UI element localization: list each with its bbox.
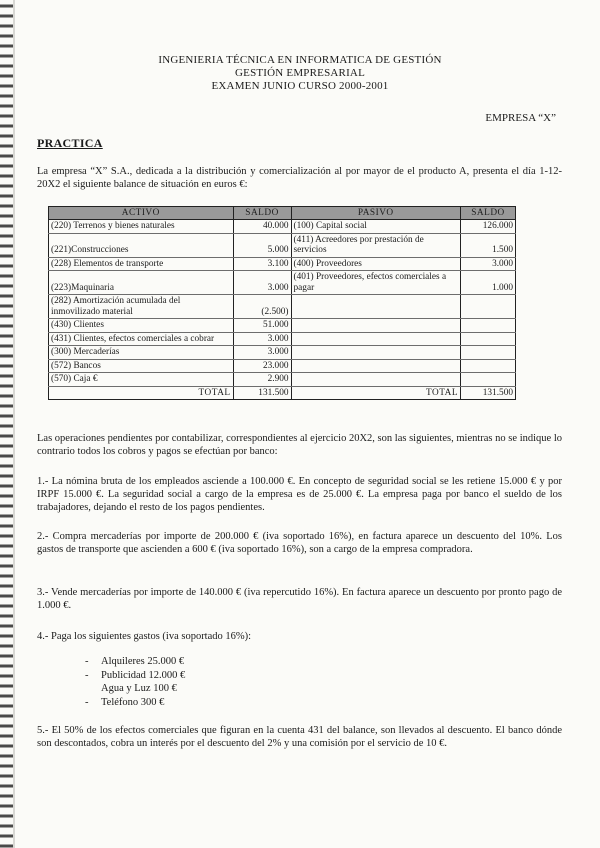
activo-saldo: 40.000 — [233, 220, 291, 234]
table-header-row — [49, 207, 516, 220]
section-title: PRACTICA — [37, 136, 103, 150]
activo-saldo: 2.900 — [233, 373, 291, 387]
pasivo-saldo — [461, 359, 516, 373]
table-row — [49, 319, 516, 333]
binding-edge — [13, 0, 15, 848]
pasivo-account — [291, 359, 461, 373]
total-row — [49, 386, 516, 400]
operation-5: 5.- El 50% de los efectos comerciales que figuran en la cuenta 431 del balance, son llevados al descuento. El banco dónde son descontados, cobra un interés por el descuento del 2% y una comisión por el servicio de 10 €. — [37, 725, 562, 750]
activo-saldo: 3.100 — [233, 257, 291, 271]
pasivo-saldo — [461, 332, 516, 346]
table-row — [49, 359, 516, 373]
pasivo-saldo: 1.500 — [461, 233, 516, 257]
list-item — [85, 655, 185, 669]
activo-account: (223)Maquinaria — [49, 271, 234, 295]
pasivo-account — [291, 373, 461, 387]
header-line-2: GESTIÓN EMPRESARIAL — [235, 67, 365, 79]
activo-account: (430) Clientes — [49, 319, 234, 333]
list-dash: - — [85, 656, 89, 667]
activo-saldo: 3.000 — [233, 346, 291, 360]
activo-account: (572) Bancos — [49, 359, 234, 373]
header-saldo-activo: SALDO — [233, 207, 291, 220]
exam-header — [0, 54, 600, 93]
activo-saldo: 23.000 — [233, 359, 291, 373]
operation-3: 3.- Vende mercaderías por importe de 140.000 € (iva repercutido 16%). En factura aparece un descuento por pronto pago de 1.000 €. — [37, 587, 562, 612]
expense-text: Alquileres 25.000 € — [101, 656, 185, 667]
pasivo-saldo — [461, 373, 516, 387]
activo-saldo: 3.000 — [233, 332, 291, 346]
total-pasivo: 131.500 — [461, 386, 516, 400]
table-row — [49, 257, 516, 271]
pasivo-account: (100) Capital social — [291, 220, 461, 234]
header-saldo-pasivo: SALDO — [461, 207, 516, 220]
activo-saldo: (2.500) — [233, 295, 291, 319]
expenses-list — [85, 655, 185, 709]
pasivo-account — [291, 319, 461, 333]
table-row — [49, 220, 516, 234]
list-dash: - — [85, 696, 89, 708]
intro-paragraph: La empresa “X” S.A., dedicada a la distribución y comercialización al por mayor de el producto A, presenta el día 1-12-20X2 el siguiente balance de situación en euros €: — [37, 166, 562, 190]
expense-text: Agua y Luz 100 € — [101, 683, 177, 694]
pasivo-account — [291, 346, 461, 360]
list-dash: - — [85, 669, 89, 681]
operation-4: 4.- Paga los siguientes gastos (iva soportado 16%): — [37, 631, 252, 642]
pasivo-saldo: 3.000 — [461, 257, 516, 271]
activo-account: (282) Amortización acumulada del inmovilizado material — [49, 295, 234, 319]
operation-1: 1.- La nómina bruta de los empleados asciende a 100.000 €. En concepto de seguridad social se les retiene 15.000 € y por IRPF 15.000 €. La seguridad social a cargo de la empresa es de 25.000 €. La empresa paga por banco el sueldo de los trabajadores, dejando el resto de los pagos pendientes. — [37, 476, 562, 514]
pasivo-account — [291, 332, 461, 346]
pasivo-saldo — [461, 319, 516, 333]
header-pasivo: PASIVO — [291, 207, 461, 220]
pasivo-account — [291, 295, 461, 319]
activo-saldo: 5.000 — [233, 233, 291, 257]
table-row — [49, 346, 516, 360]
table-row — [49, 295, 516, 319]
activo-saldo: 51.000 — [233, 319, 291, 333]
activo-account: (300) Mercaderías — [49, 346, 234, 360]
pasivo-account: (411) Acreedores por prestación de servicios — [291, 233, 461, 257]
pending-operations-intro: Las operaciones pendientes por contabilizar, correspondientes al ejercicio 20X2, son las siguientes, mientras no se indique lo contrario todos los cobros y pagos se efectúan por banco: — [37, 433, 562, 458]
pasivo-saldo: 1.000 — [461, 271, 516, 295]
list-item — [85, 696, 185, 710]
table-row — [49, 332, 516, 346]
activo-account: (221)Construcciones — [49, 233, 234, 257]
list-item — [85, 682, 185, 696]
total-label-activo: TOTAL — [49, 386, 234, 400]
expense-text: Publicidad 12.000 € — [101, 669, 186, 681]
table-row — [49, 373, 516, 387]
total-label-pasivo: TOTAL — [291, 386, 461, 400]
table-row — [49, 233, 516, 257]
pasivo-saldo: 126.000 — [461, 220, 516, 234]
activo-account: (431) Clientes, efectos comerciales a cobrar — [49, 332, 234, 346]
activo-account: (228) Elementos de transporte — [49, 257, 234, 271]
company-label: EMPRESA “X” — [485, 112, 556, 124]
activo-saldo: 3.000 — [233, 271, 291, 295]
list-item — [85, 669, 185, 683]
balance-sheet-table — [48, 206, 516, 400]
activo-account: (570) Caja € — [49, 373, 234, 387]
expense-text: Teléfono 300 € — [101, 696, 165, 708]
header-activo: ACTIVO — [49, 207, 234, 220]
pasivo-account: (401) Proveedores, efectos comerciales a pagar — [291, 271, 461, 295]
spiral-binding — [0, 0, 13, 848]
total-activo: 131.500 — [233, 386, 291, 400]
pasivo-saldo — [461, 346, 516, 360]
pasivo-account: (400) Proveedores — [291, 257, 461, 271]
header-line-1: INGENIERIA TÉCNICA EN INFORMATICA DE GESTIÓN — [158, 54, 442, 66]
activo-account: (220) Terrenos y bienes naturales — [49, 220, 234, 234]
header-line-3: EXAMEN JUNIO CURSO 2000-2001 — [211, 80, 389, 92]
table-row — [49, 271, 516, 295]
operation-2: 2.- Compra mercaderías por importe de 200.000 € (iva soportado 16%), en factura aparece un descuento del 10%. Los gastos de transporte que ascienden a 600 € (iva soportado 16%), son a cargo de la empresa compradora. — [37, 531, 562, 556]
pasivo-saldo — [461, 295, 516, 319]
